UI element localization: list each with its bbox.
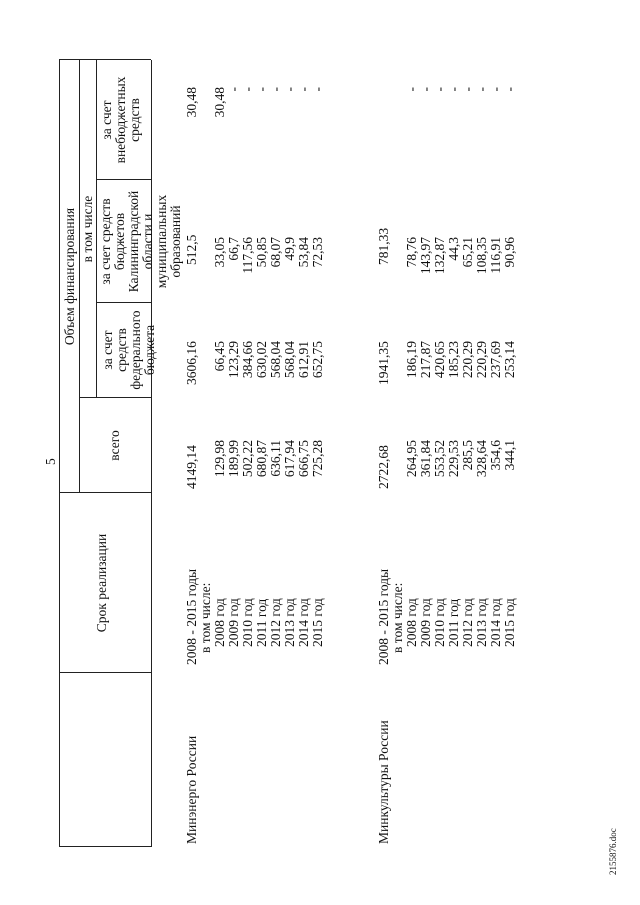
- cell-extra: -: [404, 87, 419, 92]
- cell-regional: 143,97: [418, 237, 433, 275]
- cell-federal: 66,45: [212, 341, 227, 372]
- cell-total: 636,11: [268, 440, 283, 477]
- table-border-top: [59, 60, 60, 847]
- header-extra: за счет внебюджетных средств: [99, 76, 142, 164]
- cell-extra: -: [254, 87, 269, 92]
- cell-federal: 220,29: [460, 341, 475, 379]
- cell-federal: 568,04: [282, 341, 297, 379]
- cell-total: 666,75: [296, 440, 311, 478]
- total-sum: 4149,14: [184, 445, 199, 489]
- year-label: 2011 год: [446, 598, 461, 647]
- cell-total: 229,53: [446, 440, 461, 478]
- year-label: 2008 год: [212, 598, 227, 647]
- cell-total: 680,87: [254, 440, 269, 478]
- page-number: 5: [43, 458, 58, 465]
- ministry-name: Минэнерго России: [184, 735, 199, 844]
- cell-extra: -: [296, 87, 311, 92]
- cell-total: 129,98: [212, 440, 227, 478]
- cell-federal: 253,14: [502, 341, 517, 379]
- federal-by-year: [405, 341, 517, 396]
- incl-label: в том числе:: [390, 582, 405, 653]
- year-list: [405, 598, 517, 647]
- total-by-year: [405, 440, 517, 495]
- cell-federal: 220,29: [474, 341, 489, 379]
- header-total: всего: [107, 430, 122, 461]
- cell-federal: 384,66: [240, 341, 255, 379]
- header-subgroup-title: в том числе: [80, 195, 95, 263]
- extra-sum: 30,48: [184, 87, 199, 118]
- cell-federal: 568,04: [268, 341, 283, 379]
- year-label: 2014 год: [296, 598, 311, 647]
- cell-extra: -: [474, 87, 489, 92]
- cell-total: 189,99: [226, 440, 241, 478]
- extra-by-year: [213, 87, 325, 167]
- cell-regional: 66,7: [226, 237, 241, 261]
- year-label: 2015 год: [310, 598, 325, 647]
- cell-extra: -: [446, 87, 461, 92]
- cell-extra: -: [240, 87, 255, 92]
- cell-extra: -: [432, 87, 447, 92]
- cell-federal: 612,91: [296, 341, 311, 379]
- cell-total: 344,1: [502, 440, 517, 471]
- cell-federal: 186,19: [404, 341, 419, 379]
- cell-federal: 630,02: [254, 341, 269, 379]
- ministry-name: Минкультуры России: [376, 720, 391, 844]
- year-label: 2013 год: [474, 598, 489, 647]
- header-divider-federal: [96, 302, 151, 303]
- federal-by-year: [213, 341, 325, 396]
- cell-regional: 33,05: [212, 237, 227, 268]
- year-label: 2008 год: [404, 598, 419, 647]
- cell-federal: 217,87: [418, 341, 433, 379]
- year-label: 2010 год: [240, 598, 255, 647]
- cell-regional: 132,87: [432, 237, 447, 275]
- year-label: 2012 год: [268, 598, 283, 647]
- cell-extra: 30,48: [212, 87, 227, 118]
- total-sum: 2722,68: [376, 445, 391, 489]
- regional-sum: 781,33: [376, 227, 391, 265]
- cell-regional: 44,3: [446, 237, 461, 261]
- federal-sum: 3606,16: [184, 341, 199, 385]
- year-list: [213, 598, 325, 647]
- total-by-year: [213, 440, 325, 495]
- extra-by-year: [405, 87, 517, 167]
- cell-total: 328,64: [474, 440, 489, 478]
- cell-federal: 123,29: [226, 341, 241, 379]
- header-subgroup-underline: [96, 60, 97, 398]
- header-regional: за счет средств бюджетов Калининградской области и муниципальных образований: [98, 190, 183, 293]
- cell-regional: 49,9: [282, 237, 297, 261]
- year-label: 2011 год: [254, 598, 269, 647]
- cell-federal: 652,75: [310, 341, 325, 379]
- cell-regional: 72,53: [310, 237, 325, 268]
- period-label: 2008 - 2015 годы: [376, 568, 391, 665]
- year-label: 2015 год: [502, 598, 517, 647]
- period-label: 2008 - 2015 годы: [184, 568, 199, 665]
- cell-total: 617,94: [282, 440, 297, 478]
- footer-doc-code: 2155876.doc: [608, 828, 618, 875]
- federal-sum: 1941,35: [376, 341, 391, 385]
- cell-regional: 117,56: [240, 237, 255, 274]
- cell-extra: -: [226, 87, 241, 92]
- header-federal: за счет средств федерального бюджета: [100, 310, 157, 390]
- year-label: 2009 год: [226, 598, 241, 647]
- cell-total: 502,22: [240, 440, 255, 478]
- cell-total: 553,52: [432, 440, 447, 478]
- cell-regional: 108,35: [474, 237, 489, 275]
- header-group-underline: [79, 60, 80, 493]
- header-group-title: Объем финансирования: [62, 207, 77, 346]
- cell-extra: -: [460, 87, 475, 92]
- cell-regional: 53,84: [296, 237, 311, 268]
- cell-total: 361,84: [418, 440, 433, 478]
- cell-extra: -: [502, 87, 517, 92]
- cell-regional: 116,91: [488, 237, 503, 274]
- cell-regional: 50,85: [254, 237, 269, 268]
- cell-total: 285,5: [460, 440, 475, 471]
- regional-by-year: [213, 237, 325, 295]
- cell-extra: -: [310, 87, 325, 92]
- cell-federal: 237,69: [488, 341, 503, 379]
- year-label: 2012 год: [460, 598, 475, 647]
- table-border-left: [59, 846, 151, 847]
- cell-total: 354,6: [488, 440, 503, 471]
- year-label: 2014 год: [488, 598, 503, 647]
- cell-federal: 420,65: [432, 341, 447, 379]
- cell-federal: 185,23: [446, 341, 461, 379]
- cell-total: 264,95: [404, 440, 419, 478]
- table-header-bottom: [151, 60, 152, 847]
- header-divider-regional: [96, 179, 151, 180]
- year-label: 2009 год: [418, 598, 433, 647]
- year-label: 2013 год: [282, 598, 297, 647]
- cell-regional: 90,96: [502, 237, 517, 268]
- cell-regional: 65,21: [460, 237, 475, 268]
- cell-total: 725,28: [310, 440, 325, 478]
- year-label: 2010 год: [432, 598, 447, 647]
- cell-extra: -: [488, 87, 503, 92]
- regional-sum: 512,5: [184, 234, 199, 265]
- cell-extra: -: [268, 87, 283, 92]
- incl-label: в том числе:: [198, 582, 213, 653]
- cell-regional: 68,07: [268, 237, 283, 268]
- regional-by-year: [405, 237, 517, 295]
- cell-regional: 78,76: [404, 237, 419, 268]
- cell-extra: -: [282, 87, 297, 92]
- cell-extra: -: [418, 87, 433, 92]
- header-period: Срок реализации: [94, 533, 109, 633]
